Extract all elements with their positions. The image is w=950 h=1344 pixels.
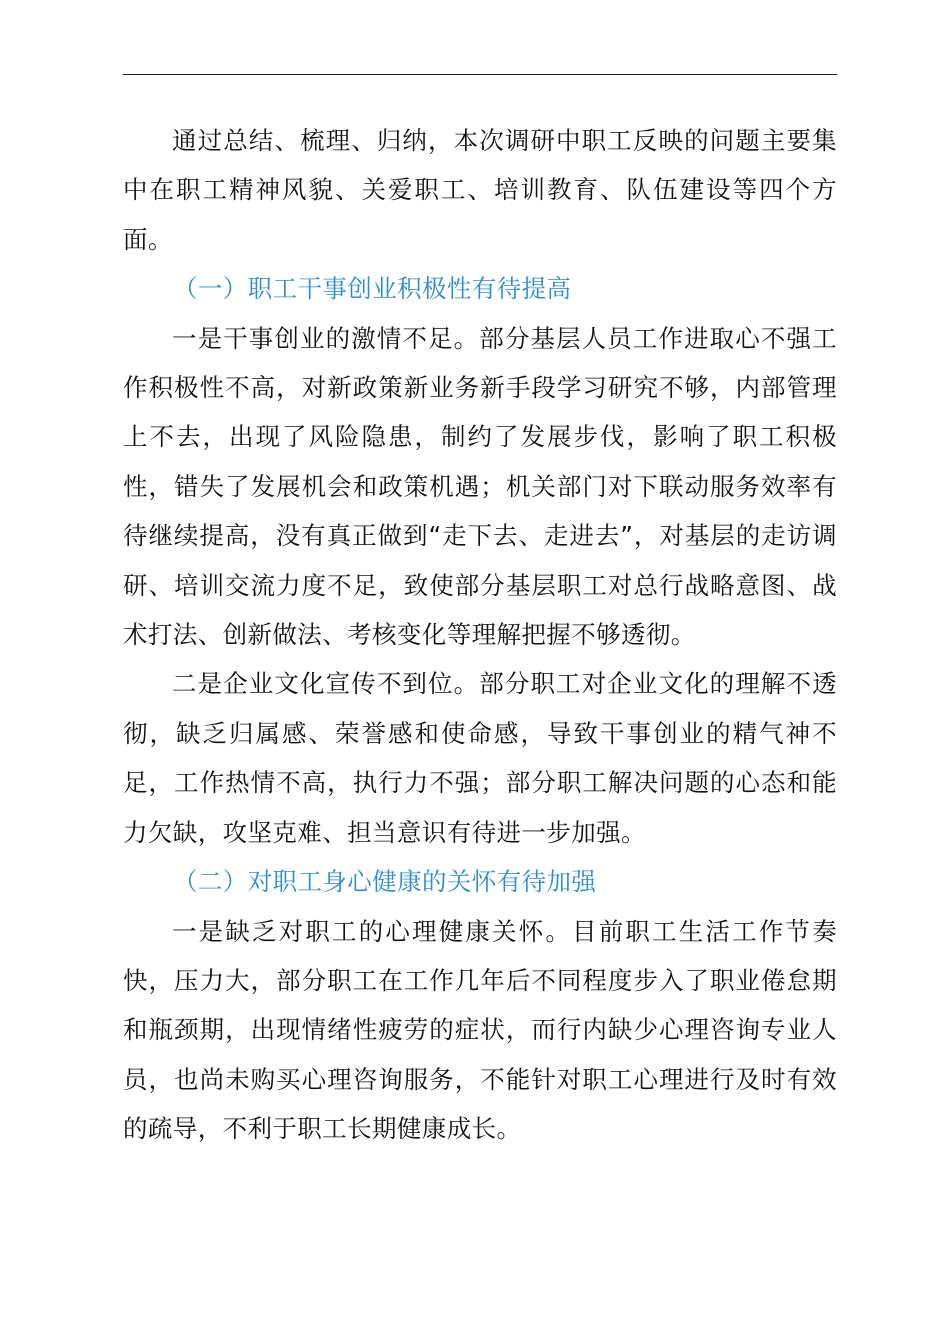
paragraph-mental-health: 一是缺乏对职工的心理健康关怀。目前职工生活工作节奏快，压力大，部分职工在工作几年后不同程度步入了职业倦怠期和瓶颈期，出现情绪性疲劳的症状，而行内缺少心理咨询专业人员，也尚未购买心理咨询服务，不能针对职工心理进行及时有效的疏导，不利于职工长期健康成长。: [123, 916, 837, 1144]
section-heading-1: （一）职工干事创业积极性有待提高: [173, 274, 572, 304]
section-heading-2: （二）对职工身心健康的关怀有待加强: [173, 867, 597, 897]
paragraph-intro: 通过总结、梳理、归纳，本次调研中职工反映的问题主要集中在职工精神风貌、关爱职工、培训教育、队伍建设等四个方面。: [123, 126, 837, 254]
paragraph-corporate-culture: 二是企业文化宣传不到位。部分职工对企业文化的理解不透彻，缺乏归属感、荣誉感和使命感，导致干事创业的精气神不足，工作热情不高，执行力不强；部分职工解决问题的心态和能力欠缺，攻坚克难、担当意识有待进一步加强。: [123, 669, 837, 847]
paragraph-enthusiasm: 一是干事创业的激情不足。部分基层人员工作进取心不强工作积极性不高，对新政策新业务新手段学习研究不够，内部管理上不去，出现了风险隐患，制约了发展步伐，影响了职工积极性，错失了发展机会和政策机遇；机关部门对下联动服务效率有待继续提高，没有真正做到“走下去、走进去”，对基层的走访调研、培训交流力度不足，致使部分基层职工对总行战略意图、战术打法、创新做法、考核变化等理解把握不够透彻。: [123, 323, 837, 650]
document-body: [123, 116, 837, 1154]
header-rule: [123, 74, 837, 75]
